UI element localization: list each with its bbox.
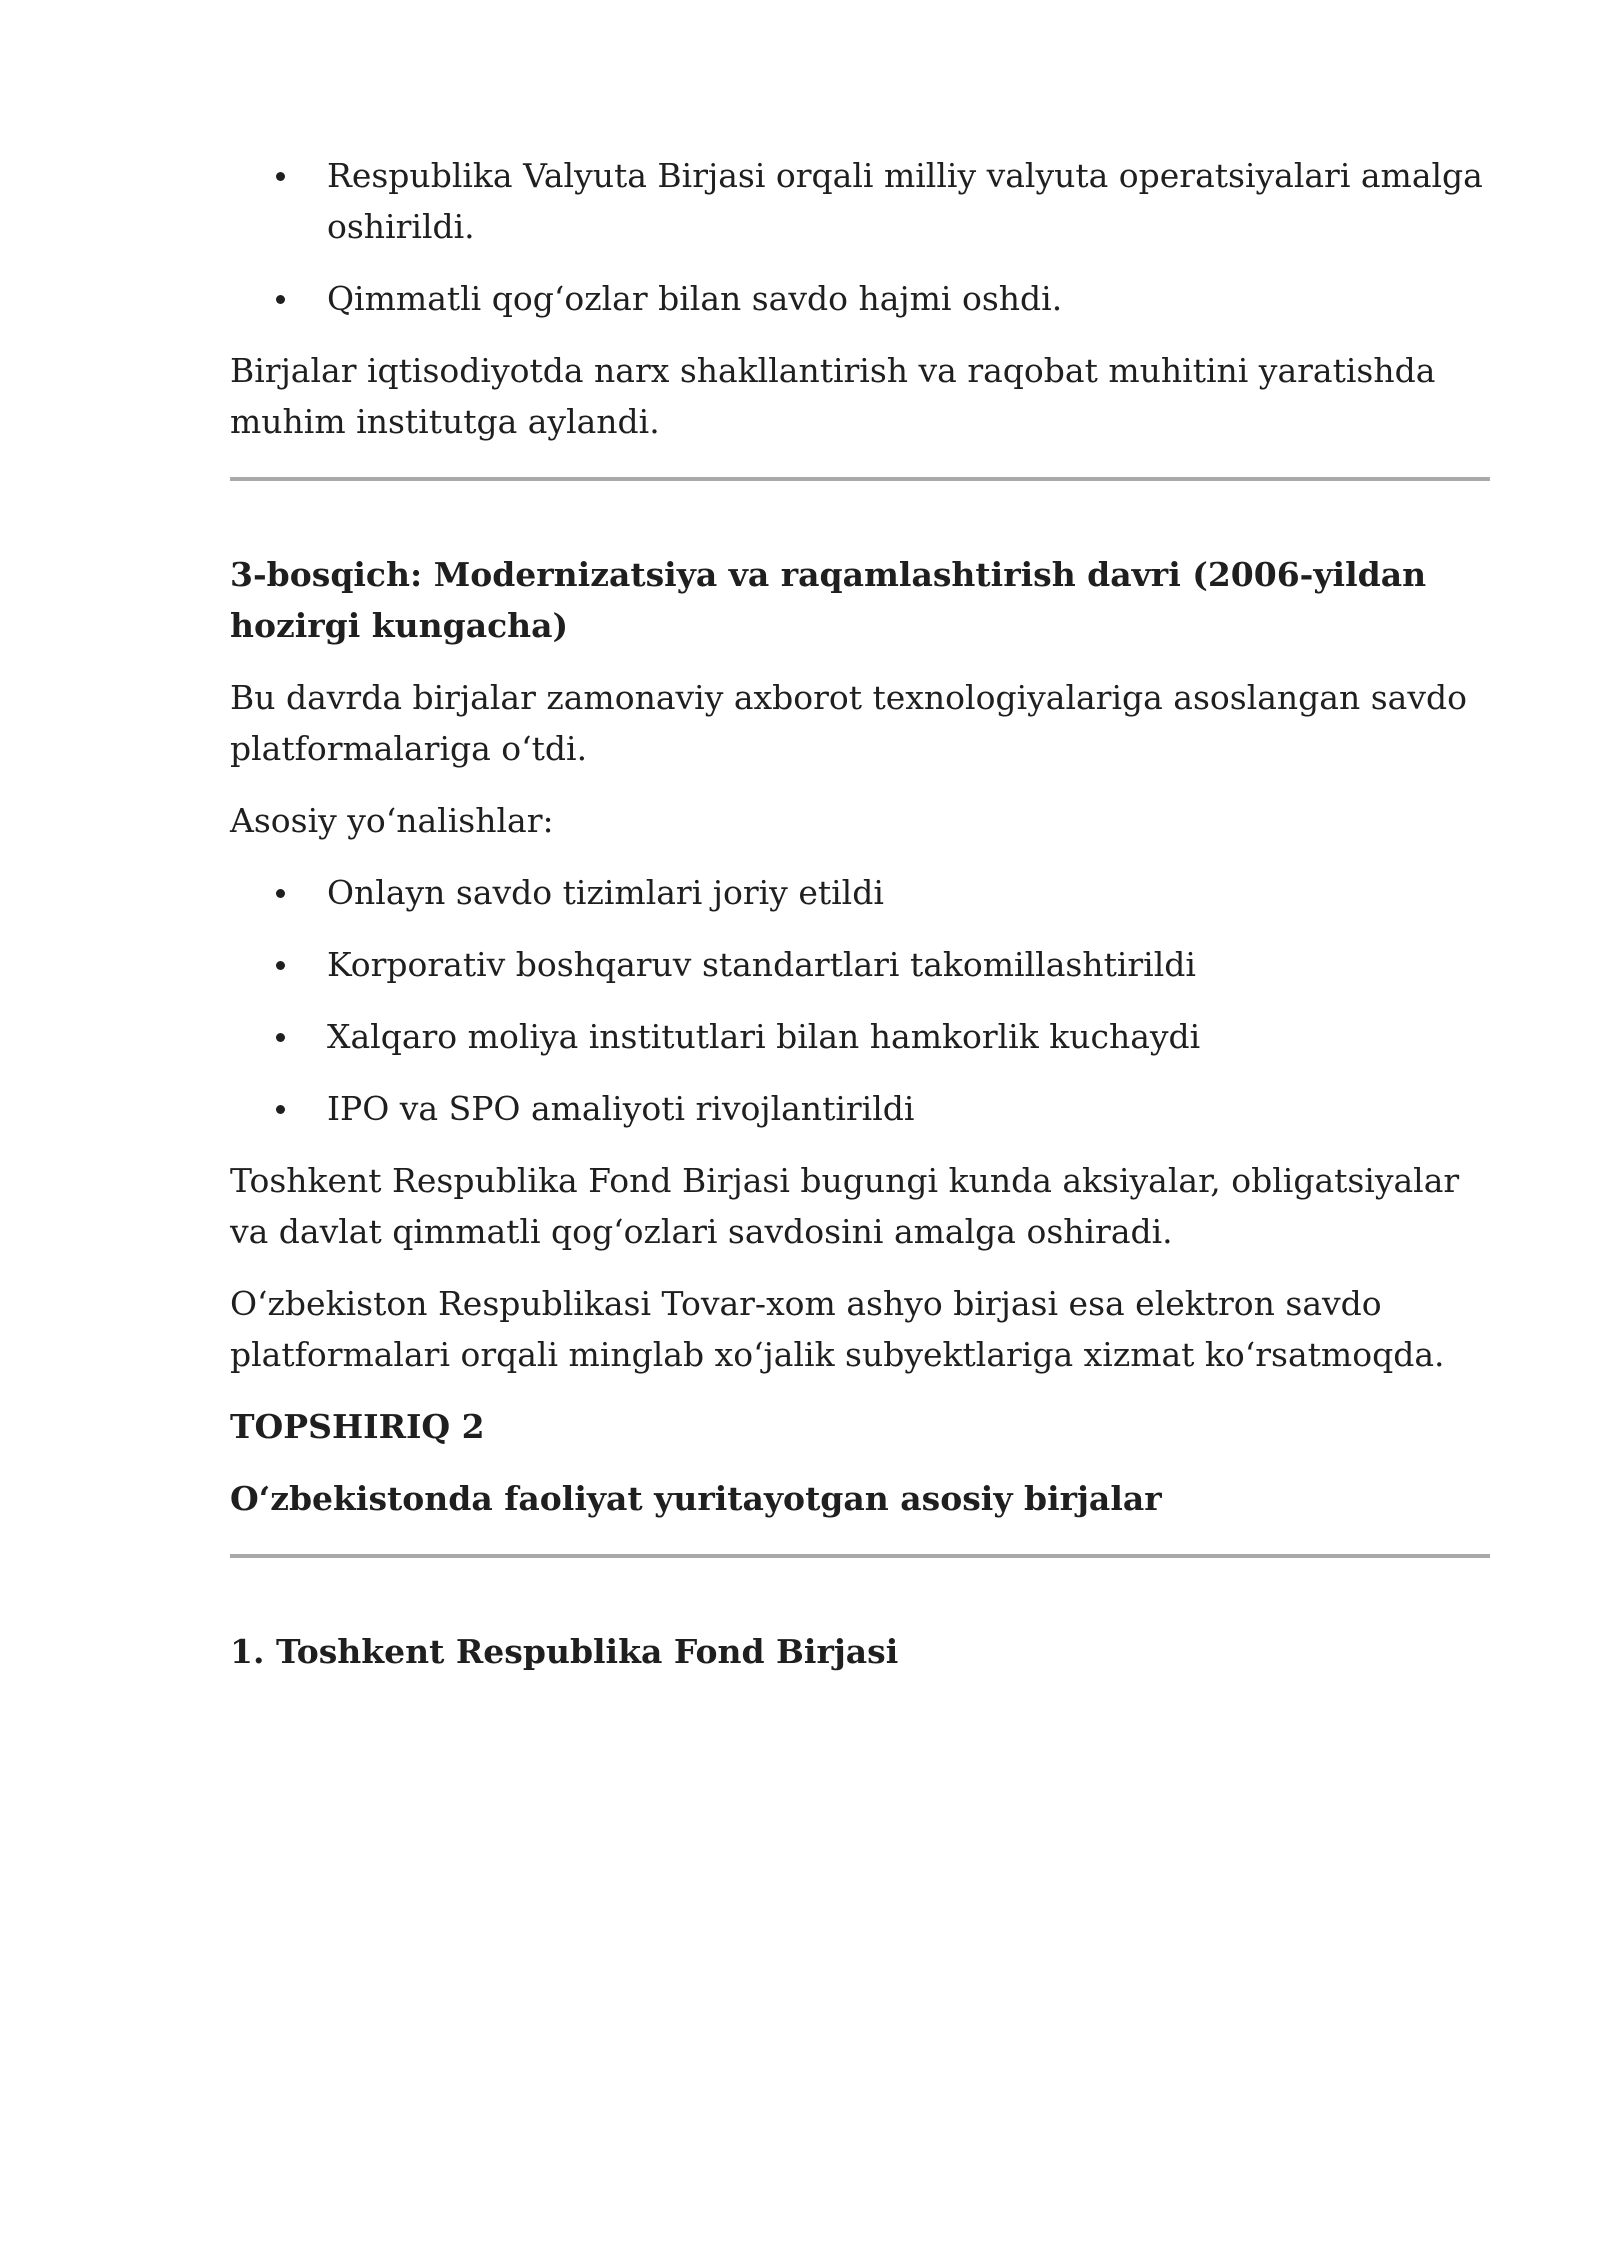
document-page — [230, 150, 1490, 1698]
section3-intro: Bu davrda birjalar zamonaviy axborot texnologiyalariga asoslangan savdo platformalariga o‘tdi. — [230, 678, 1467, 768]
bullet-icon — [276, 295, 285, 304]
subsection-1-heading: 1. Toshkent Respublika Fond Birjasi — [230, 1632, 899, 1671]
task-title: O‘zbekistonda faoliyat yuritayotgan asosiy birjalar — [230, 1479, 1162, 1518]
list-item — [230, 867, 1490, 918]
list-item — [230, 1083, 1490, 1134]
bullet-icon — [276, 889, 285, 898]
list-item-text: Respublika Valyuta Birjasi orqali milliy valyuta operatsiyalari amalga oshirildi. — [327, 156, 1483, 246]
list-item — [230, 273, 1490, 324]
section3-paragraph-2: O‘zbekiston Respublikasi Tovar-xom ashyo birjasi esa elektron savdo platformalari orqali minglab xo‘jalik subyektlariga xizmat ko‘rsatmoqda. — [230, 1284, 1445, 1374]
task-label: TOPSHIRIQ 2 — [230, 1407, 485, 1446]
section3-bullet-list — [230, 867, 1490, 1134]
bullet-icon — [276, 1105, 285, 1114]
section3-heading: 3-bosqich: Modernizatsiya va raqamlashtirish davri (2006-yildan hozirgi kungacha) — [230, 555, 1427, 645]
list-item-text: Xalqaro moliya institutlari bilan hamkorlik kuchaydi — [327, 1017, 1201, 1056]
section3-paragraph-1: Toshkent Respublika Fond Birjasi bugungi kunda aksiyalar, obligatsiyalar va davlat qimmatli qog‘ozlari savdosini amalga oshiradi. — [230, 1161, 1460, 1251]
list-item-text: IPO va SPO amaliyoti rivojlantirildi — [327, 1089, 915, 1128]
list-item-text: Qimmatli qog‘ozlar bilan savdo hajmi oshdi. — [327, 279, 1063, 318]
horizontal-divider — [230, 1554, 1490, 1558]
list-item-text: Korporativ boshqaruv standartlari takomillashtirildi — [327, 945, 1196, 984]
section2-bullet-list — [230, 150, 1490, 324]
list-item — [230, 1011, 1490, 1062]
list-item — [230, 150, 1490, 252]
list-item — [230, 939, 1490, 990]
directions-label: Asosiy yo‘nalishlar: — [230, 801, 554, 840]
list-item-text: Onlayn savdo tizimlari joriy etildi — [327, 873, 884, 912]
bullet-icon — [276, 961, 285, 970]
bullet-icon — [276, 172, 285, 181]
section2-conclusion: Birjalar iqtisodiyotda narx shakllantirish va raqobat muhitini yaratishda muhim institutga aylandi. — [230, 351, 1436, 441]
bullet-icon — [276, 1033, 285, 1042]
horizontal-divider — [230, 477, 1490, 481]
